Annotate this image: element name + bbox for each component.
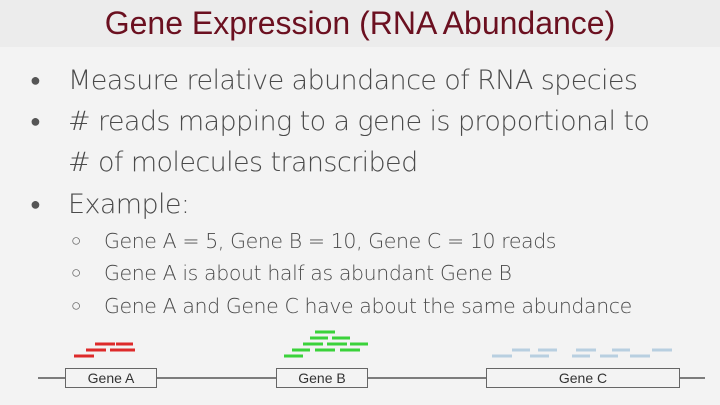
bullet-marker: ●	[30, 194, 41, 215]
bullet-example: Example:	[68, 189, 190, 220]
slide-title: Gene Expression (RNA Abundance)	[104, 5, 616, 41]
sub-bullet-read-counts: Gene A = 5, Gene B = 10, Gene C = 10 reads	[104, 229, 557, 253]
bullet-reads-proportional: # reads mapping to a gene is proportional to	[68, 106, 650, 137]
bullet-measure-abundance: Measure relative abundance of RNA species	[68, 65, 638, 96]
sub-bullet-half-abundant: Gene A is about half as abundant Gene B	[104, 261, 512, 285]
bullet-marker: ●	[30, 111, 41, 132]
sub-bullet-marker: ○	[71, 296, 82, 316]
bullet-marker: ●	[30, 70, 41, 91]
reads-svg	[0, 320, 720, 405]
sub-bullet-marker: ○	[71, 231, 82, 251]
gene-c-box: Gene C	[486, 368, 680, 388]
sub-bullet-same-abundance: Gene A and Gene C have about the same abundance	[104, 294, 632, 318]
gene-a-box: Gene A	[65, 368, 157, 388]
bullet-reads-proportional-continued: # of molecules transcribed	[68, 147, 418, 178]
gene-b-box: Gene B	[276, 368, 368, 388]
sub-bullet-marker: ○	[71, 263, 82, 283]
read-mapping-diagram	[0, 320, 720, 405]
